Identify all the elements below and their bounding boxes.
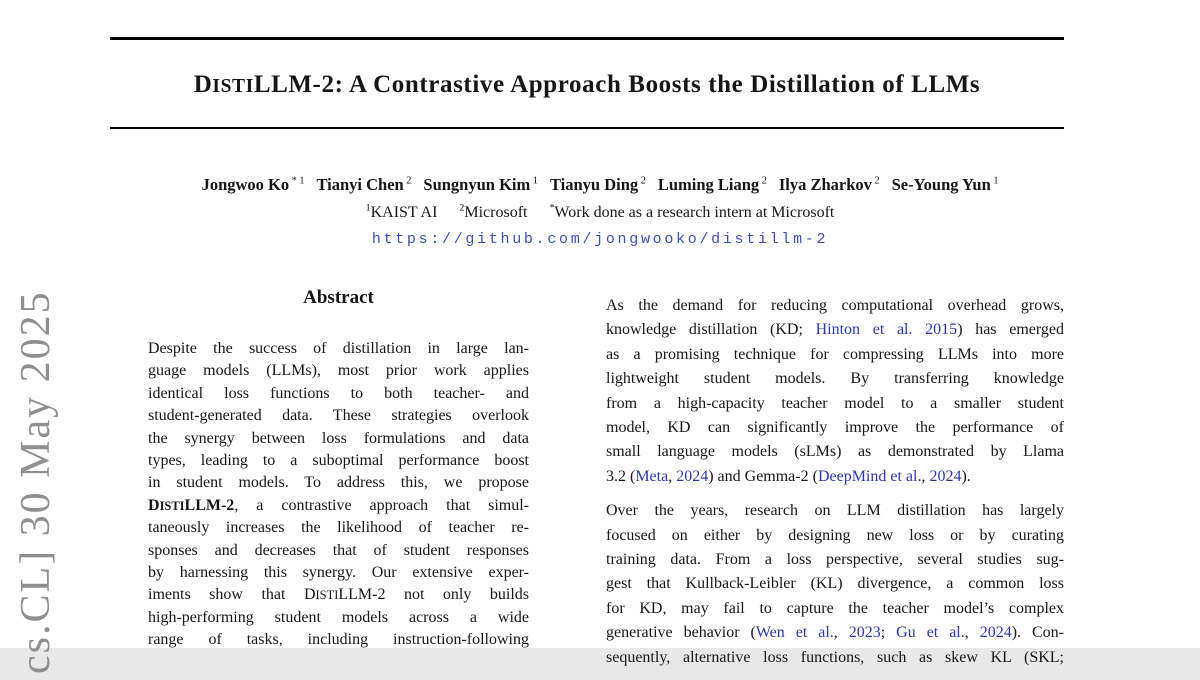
text-segment: as a promising technique for compressing LLMs into more <box>606 345 1064 363</box>
text-line <box>606 499 1064 523</box>
text-segment: high-performing student models across a wide <box>148 608 529 626</box>
body-paragraph <box>606 499 1064 670</box>
text-segment: gest that Kullback-Leibler (KL) divergence, a common loss <box>606 575 1064 593</box>
text-line <box>148 338 529 360</box>
text-line <box>606 597 1064 621</box>
text-segment: LLM-2: A Contrastive Approach Boosts the Distillation of LLMs <box>253 71 981 98</box>
affiliation-item: $^1$KAIST AI <box>365 202 438 221</box>
text-segment: ISTI <box>159 498 185 513</box>
author-superscript: 2 <box>638 175 646 187</box>
text-segment: sponses and decreases that of student responses <box>148 541 529 559</box>
affiliation-item: *Work done as a research intern at Microsoft <box>549 202 835 221</box>
text-line <box>606 548 1064 572</box>
author-name: Luming Liang $^2$ <box>657 175 767 194</box>
text-segment: lightweight student models. By transferring knowledge <box>606 370 1064 388</box>
citation-link[interactable]: Hinton et al. 2015 <box>815 321 958 339</box>
text-segment: the synergy between loss formulations and data <box>148 429 529 447</box>
text-line <box>606 646 1064 670</box>
text-segment: , <box>964 624 980 642</box>
text-line <box>148 450 529 472</box>
text-segment: in student models. To address this, we propose <box>148 474 529 492</box>
text-segment: ) has emerged <box>957 321 1064 339</box>
text-segment: ). <box>961 467 971 485</box>
text-segment: generative behavior ( <box>606 624 756 642</box>
author-name: Jongwoo Ko $^{* 1}$ <box>201 175 305 194</box>
text-line <box>148 428 529 450</box>
text-line <box>148 584 529 606</box>
text-line <box>606 343 1064 367</box>
author-name: Sungnyun Kim $^1$ <box>423 175 538 194</box>
citation-link[interactable]: Wen et al. <box>755 624 834 642</box>
text-segment: by harnessing this synergy. Our extensive exper- <box>148 564 529 582</box>
author-superscript: * 1 <box>289 175 305 187</box>
text-segment: 3.2 ( <box>606 467 636 485</box>
text-segment: LLM-2 not only builds <box>338 586 530 604</box>
text-segment: ). Con- <box>1011 624 1065 642</box>
citation-link[interactable]: Gu et al. <box>896 624 965 642</box>
text-segment: student-generated data. These strategies overlook <box>148 407 529 425</box>
citation-link[interactable]: 2024 <box>979 624 1012 642</box>
citation-link[interactable]: 2024 <box>676 467 709 485</box>
affiliation-superscript: * <box>549 202 555 214</box>
text-line <box>148 405 529 427</box>
affiliation-item: $^2$Microsoft <box>459 202 528 221</box>
author-superscript: 2 <box>403 175 412 187</box>
text-segment: LLM-2 <box>184 496 235 514</box>
text-segment: focused on either by designing new loss or by curating <box>606 526 1064 544</box>
text-line <box>606 367 1064 391</box>
github-repo-link[interactable]: https://github.com/jongwooko/distillm-2 <box>371 231 829 248</box>
author-name: Se-Young Yun $^1$ <box>891 175 999 194</box>
author-superscript: 1 <box>990 175 999 187</box>
text-segment: , <box>833 624 849 642</box>
text-line <box>148 540 529 562</box>
text-line <box>606 318 1064 342</box>
text-line <box>148 517 529 539</box>
text-segment: D <box>148 496 160 514</box>
author-list <box>0 175 1200 195</box>
text-segment: , <box>921 467 930 485</box>
affiliation-superscript: 2 <box>459 202 465 214</box>
text-segment: , a contrastive approach that simul- <box>234 496 529 514</box>
abstract-heading: Abstract <box>303 287 374 308</box>
text-line <box>148 629 529 651</box>
text-segment: identical loss functions to both teacher- and <box>148 384 529 402</box>
paper-title <box>110 70 1064 102</box>
text-segment: taneously increases the likelihood of teacher re- <box>148 519 529 537</box>
text-segment: model, KD can significantly improve the performance of <box>606 419 1064 437</box>
text-segment: types, leading to a suboptimal performance boost <box>148 452 529 470</box>
text-segment: from a high-capacity teacher model to a smaller student <box>606 394 1064 412</box>
text-line <box>606 294 1064 318</box>
text-line <box>606 416 1064 440</box>
text-segment: ISTI <box>212 76 254 97</box>
text-segment: Over the years, research on LLM distillation has largely <box>606 502 1064 520</box>
text-line <box>148 495 529 517</box>
text-segment: Despite the success of distillation in large lan- <box>148 340 529 357</box>
introduction-text-column <box>606 294 1064 680</box>
text-segment: training data. From a loss perspective, several studies sug- <box>606 551 1064 569</box>
citation-link[interactable]: 2023 <box>848 624 881 642</box>
text-segment: sequently, alternative loss functions, such as skew KL (SKL; <box>606 648 1064 666</box>
author-superscript: 2 <box>871 175 880 187</box>
text-line <box>606 572 1064 596</box>
abstract-text-column <box>148 338 529 652</box>
text-segment: As the demand for reducing computational overhead grows, <box>606 297 1064 314</box>
citation-link[interactable]: 2024 <box>929 467 962 485</box>
text-segment: for KD, may fail to capture the teacher model’s complex <box>606 599 1064 617</box>
text-segment: small language models (sLMs) as demonstrated by Llama <box>606 443 1064 461</box>
text-line <box>148 360 529 382</box>
text-segment: ; <box>880 624 897 642</box>
author-name: Tianyi Chen $^2$ <box>316 175 412 194</box>
affiliation-superscript: 1 <box>365 202 371 214</box>
author-superscript: 2 <box>759 175 767 187</box>
text-line <box>606 392 1064 416</box>
title-rule-top <box>110 37 1064 40</box>
text-line <box>606 621 1064 645</box>
author-superscript: 1 <box>530 175 538 187</box>
text-segment: knowledge distillation (KD; <box>606 321 816 339</box>
arxiv-watermark: cs.CL] 30 May 2025 <box>13 290 59 674</box>
text-line <box>148 383 529 405</box>
author-name: Ilya Zharkov $^2$ <box>778 175 880 194</box>
text-segment: ) and Gemma-2 ( <box>708 467 818 485</box>
author-name: Tianyu Ding $^2$ <box>549 175 646 194</box>
text-line <box>606 524 1064 548</box>
text-segment: , <box>668 467 677 485</box>
affiliation-list <box>0 203 1200 222</box>
text-segment: D <box>193 71 213 98</box>
text-segment: iments show that D <box>148 586 316 604</box>
text-line <box>148 562 529 584</box>
text-line <box>606 465 1064 489</box>
text-segment: range of tasks, including instruction-following <box>148 631 529 649</box>
text-segment: guage models (LLMs), most prior work applies <box>148 362 529 380</box>
citation-link[interactable]: DeepMind et al. <box>817 467 922 485</box>
text-segment: ISTI <box>315 588 339 603</box>
text-line <box>148 607 529 629</box>
citation-link[interactable]: Meta <box>635 467 669 485</box>
text-line <box>606 440 1064 464</box>
body-paragraph <box>606 294 1064 489</box>
title-rule-bottom <box>110 127 1064 129</box>
text-line <box>148 472 529 494</box>
